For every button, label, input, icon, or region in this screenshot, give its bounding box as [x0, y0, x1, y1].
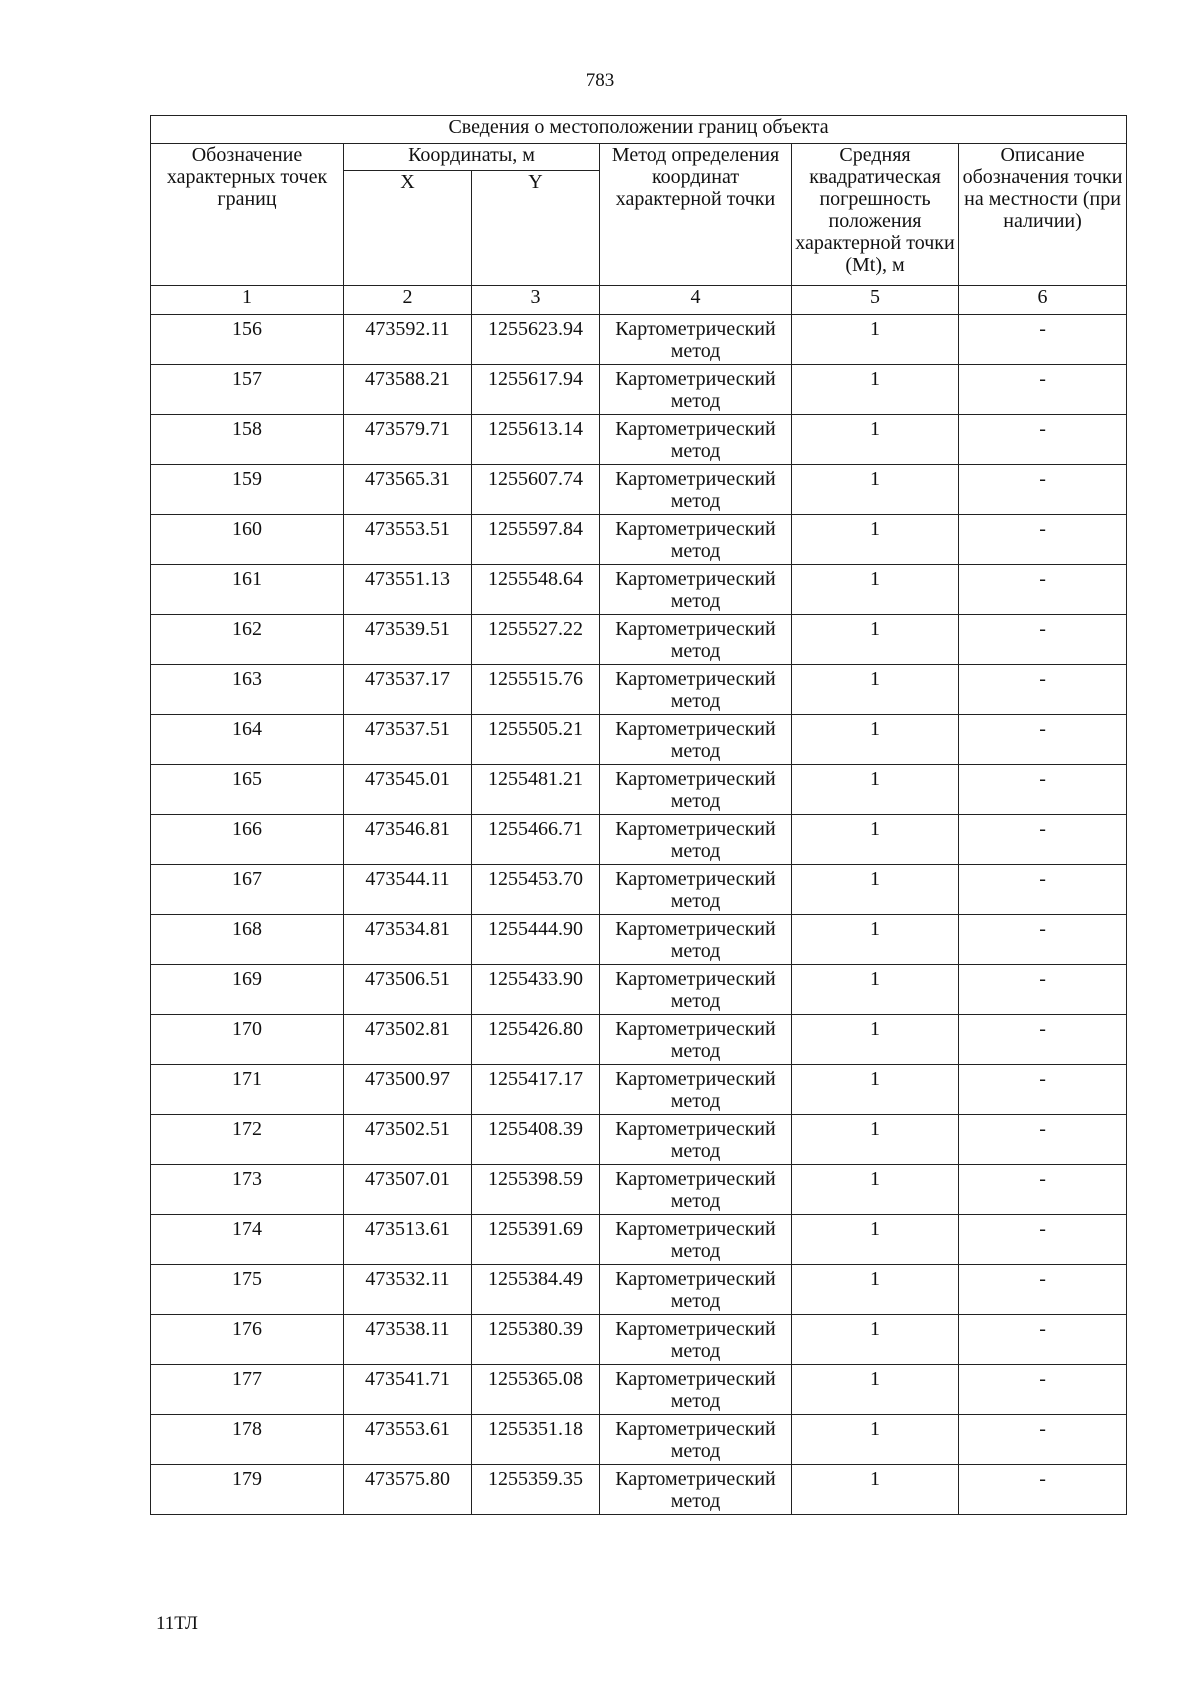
table-row — [151, 965, 1127, 1015]
column-number: 3 — [472, 286, 600, 315]
mean-square-error: 1 — [792, 1465, 959, 1515]
coordinate-y: 1255384.49 — [472, 1265, 600, 1315]
coordinate-y: 1255351.18 — [472, 1415, 600, 1465]
mean-square-error: 1 — [792, 765, 959, 815]
point-description: - — [959, 1215, 1127, 1265]
point-description: - — [959, 1115, 1127, 1165]
coordinate-y: 1255433.90 — [472, 965, 600, 1015]
point-description: - — [959, 465, 1127, 515]
coordinate-x: 473544.11 — [344, 865, 472, 915]
method: Картометрический метод — [600, 665, 792, 715]
point-number: 179 — [151, 1465, 344, 1515]
coordinate-x: 473551.13 — [344, 565, 472, 615]
mean-square-error: 1 — [792, 1115, 959, 1165]
coordinate-y: 1255613.14 — [472, 415, 600, 465]
point-number: 156 — [151, 315, 344, 365]
point-number: 169 — [151, 965, 344, 1015]
header-x: X — [344, 171, 472, 286]
table-row — [151, 1115, 1127, 1165]
point-description: - — [959, 715, 1127, 765]
coordinate-y: 1255417.17 — [472, 1065, 600, 1115]
mean-square-error: 1 — [792, 565, 959, 615]
point-number: 174 — [151, 1215, 344, 1265]
coordinate-y: 1255359.35 — [472, 1465, 600, 1515]
header-coordinates: Координаты, м — [344, 144, 600, 171]
method: Картометрический метод — [600, 1365, 792, 1415]
mean-square-error: 1 — [792, 665, 959, 715]
table-row — [151, 715, 1127, 765]
coordinate-y: 1255505.21 — [472, 715, 600, 765]
method: Картометрический метод — [600, 915, 792, 965]
coordinate-y: 1255391.69 — [472, 1215, 600, 1265]
coordinate-y: 1255466.71 — [472, 815, 600, 865]
coordinate-y: 1255365.08 — [472, 1365, 600, 1415]
coordinate-x: 473545.01 — [344, 765, 472, 815]
point-number: 158 — [151, 415, 344, 465]
header-method: Метод определения координат характерной точки — [600, 144, 792, 286]
table-row — [151, 815, 1127, 865]
coordinate-y: 1255527.22 — [472, 615, 600, 665]
table-row — [151, 1415, 1127, 1465]
column-number: 2 — [344, 286, 472, 315]
coordinate-x: 473500.97 — [344, 1065, 472, 1115]
coordinate-x: 473537.17 — [344, 665, 472, 715]
point-description: - — [959, 1065, 1127, 1115]
coordinate-x: 473532.11 — [344, 1265, 472, 1315]
mean-square-error: 1 — [792, 865, 959, 915]
coordinate-x: 473513.61 — [344, 1215, 472, 1265]
point-description: - — [959, 1465, 1127, 1515]
coordinate-x: 473546.81 — [344, 815, 472, 865]
coordinate-x: 473502.51 — [344, 1115, 472, 1165]
mean-square-error: 1 — [792, 1365, 959, 1415]
method: Картометрический метод — [600, 1065, 792, 1115]
point-description: - — [959, 565, 1127, 615]
coordinate-x: 473553.61 — [344, 1415, 472, 1465]
method: Картометрический метод — [600, 1015, 792, 1065]
point-number: 160 — [151, 515, 344, 565]
mean-square-error: 1 — [792, 965, 959, 1015]
point-number: 166 — [151, 815, 344, 865]
method: Картометрический метод — [600, 1315, 792, 1365]
coordinate-x: 473507.01 — [344, 1165, 472, 1215]
table-row — [151, 865, 1127, 915]
mean-square-error: 1 — [792, 915, 959, 965]
mean-square-error: 1 — [792, 1415, 959, 1465]
point-description: - — [959, 515, 1127, 565]
point-description: - — [959, 815, 1127, 865]
point-number: 161 — [151, 565, 344, 615]
table-row — [151, 1365, 1127, 1415]
coordinate-x: 473539.51 — [344, 615, 472, 665]
coordinate-y: 1255481.21 — [472, 765, 600, 815]
method: Картометрический метод — [600, 415, 792, 465]
coordinate-y: 1255453.70 — [472, 865, 600, 915]
coordinate-y: 1255623.94 — [472, 315, 600, 365]
table-row — [151, 1465, 1127, 1515]
table-body — [151, 315, 1127, 1515]
point-description: - — [959, 1315, 1127, 1365]
method: Картометрический метод — [600, 1165, 792, 1215]
coordinate-y: 1255515.76 — [472, 665, 600, 715]
header-point-designation: Обозначение характерных точек границ — [151, 144, 344, 286]
mean-square-error: 1 — [792, 715, 959, 765]
footer-code: 11ТЛ — [156, 1613, 198, 1634]
coordinate-x: 473534.81 — [344, 915, 472, 965]
header-y: Y — [472, 171, 600, 286]
method: Картометрический метод — [600, 1415, 792, 1465]
point-description: - — [959, 915, 1127, 965]
column-number: 6 — [959, 286, 1127, 315]
point-number: 170 — [151, 1015, 344, 1065]
point-number: 178 — [151, 1415, 344, 1465]
point-description: - — [959, 1015, 1127, 1065]
header-description: Описание обозначения точки на местности (при наличии) — [959, 144, 1127, 286]
point-number: 165 — [151, 765, 344, 815]
point-description: - — [959, 1165, 1127, 1215]
method: Картометрический метод — [600, 865, 792, 915]
table-row — [151, 315, 1127, 365]
mean-square-error: 1 — [792, 365, 959, 415]
point-description: - — [959, 315, 1127, 365]
coordinate-y: 1255426.80 — [472, 1015, 600, 1065]
table-row — [151, 415, 1127, 465]
column-number: 4 — [600, 286, 792, 315]
point-number: 176 — [151, 1315, 344, 1365]
method: Картометрический метод — [600, 515, 792, 565]
coordinate-x: 473579.71 — [344, 415, 472, 465]
mean-square-error: 1 — [792, 1315, 959, 1365]
header-row-1 — [151, 144, 1127, 171]
table-row — [151, 565, 1127, 615]
point-description: - — [959, 865, 1127, 915]
coordinate-y: 1255597.84 — [472, 515, 600, 565]
page-number: 783 — [585, 70, 615, 91]
coordinate-y: 1255444.90 — [472, 915, 600, 965]
point-number: 168 — [151, 915, 344, 965]
method: Картометрический метод — [600, 1215, 792, 1265]
table-row — [151, 1065, 1127, 1115]
coordinate-x: 473502.81 — [344, 1015, 472, 1065]
coordinate-x: 473538.11 — [344, 1315, 472, 1365]
point-description: - — [959, 965, 1127, 1015]
point-description: - — [959, 615, 1127, 665]
mean-square-error: 1 — [792, 315, 959, 365]
point-description: - — [959, 1365, 1127, 1415]
table-row — [151, 515, 1127, 565]
column-number: 5 — [792, 286, 959, 315]
point-description: - — [959, 1265, 1127, 1315]
mean-square-error: 1 — [792, 1015, 959, 1065]
coordinate-y: 1255548.64 — [472, 565, 600, 615]
coordinate-y: 1255607.74 — [472, 465, 600, 515]
point-number: 164 — [151, 715, 344, 765]
coordinate-y: 1255617.94 — [472, 365, 600, 415]
coordinate-x: 473588.21 — [344, 365, 472, 415]
coordinate-x: 473541.71 — [344, 1365, 472, 1415]
mean-square-error: 1 — [792, 415, 959, 465]
table-row — [151, 665, 1127, 715]
point-description: - — [959, 765, 1127, 815]
table-row — [151, 1315, 1127, 1365]
method: Картометрический метод — [600, 1265, 792, 1315]
table-row — [151, 1165, 1127, 1215]
coordinate-x: 473506.51 — [344, 965, 472, 1015]
method: Картометрический метод — [600, 565, 792, 615]
point-description: - — [959, 665, 1127, 715]
boundary-coordinates-table — [150, 115, 1127, 1515]
method: Картометрический метод — [600, 465, 792, 515]
mean-square-error: 1 — [792, 815, 959, 865]
point-number: 163 — [151, 665, 344, 715]
table-row — [151, 615, 1127, 665]
point-description: - — [959, 365, 1127, 415]
method: Картометрический метод — [600, 815, 792, 865]
coordinate-x: 473565.31 — [344, 465, 472, 515]
table-row — [151, 1215, 1127, 1265]
mean-square-error: 1 — [792, 615, 959, 665]
header-error: Средняя квадратическая погрешность положения характерной точки (Mt), м — [792, 144, 959, 286]
method: Картометрический метод — [600, 365, 792, 415]
table-title: Сведения о местоположении границ объекта — [151, 116, 1127, 144]
method: Картометрический метод — [600, 315, 792, 365]
point-number: 167 — [151, 865, 344, 915]
method: Картометрический метод — [600, 1115, 792, 1165]
coordinate-y: 1255380.39 — [472, 1315, 600, 1365]
coordinate-x: 473553.51 — [344, 515, 472, 565]
coordinate-x: 473575.80 — [344, 1465, 472, 1515]
table-row — [151, 915, 1127, 965]
point-number: 157 — [151, 365, 344, 415]
coordinate-x: 473592.11 — [344, 315, 472, 365]
mean-square-error: 1 — [792, 1265, 959, 1315]
point-number: 171 — [151, 1065, 344, 1115]
point-description: - — [959, 415, 1127, 465]
point-number: 177 — [151, 1365, 344, 1415]
mean-square-error: 1 — [792, 1065, 959, 1115]
point-number: 162 — [151, 615, 344, 665]
table-row — [151, 1265, 1127, 1315]
mean-square-error: 1 — [792, 1165, 959, 1215]
mean-square-error: 1 — [792, 1215, 959, 1265]
point-number: 159 — [151, 465, 344, 515]
method: Картометрический метод — [600, 965, 792, 1015]
table-row — [151, 365, 1127, 415]
point-number: 175 — [151, 1265, 344, 1315]
mean-square-error: 1 — [792, 515, 959, 565]
point-description: - — [959, 1415, 1127, 1465]
table-title-row — [151, 116, 1127, 144]
method: Картометрический метод — [600, 1465, 792, 1515]
column-number-row — [151, 286, 1127, 315]
table-row — [151, 465, 1127, 515]
coordinate-x: 473537.51 — [344, 715, 472, 765]
method: Картометрический метод — [600, 615, 792, 665]
point-number: 173 — [151, 1165, 344, 1215]
mean-square-error: 1 — [792, 465, 959, 515]
coordinate-y: 1255398.59 — [472, 1165, 600, 1215]
coordinate-y: 1255408.39 — [472, 1115, 600, 1165]
method: Картометрический метод — [600, 715, 792, 765]
point-number: 172 — [151, 1115, 344, 1165]
table-row — [151, 1015, 1127, 1065]
column-number: 1 — [151, 286, 344, 315]
method: Картометрический метод — [600, 765, 792, 815]
table-row — [151, 765, 1127, 815]
